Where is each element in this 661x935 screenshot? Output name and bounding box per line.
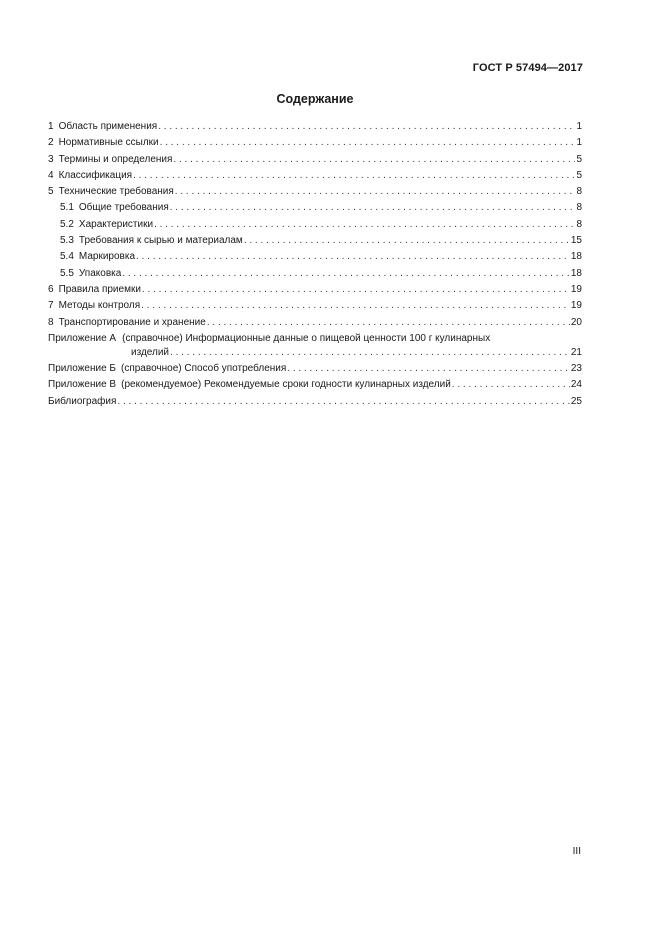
toc-entry-6[interactable] xyxy=(48,282,582,298)
dot-leader xyxy=(244,233,570,249)
dot-leader xyxy=(142,282,570,298)
toc-entry-number: 2 xyxy=(48,137,54,149)
toc-entry-label: Общие требования xyxy=(78,202,169,214)
dot-leader xyxy=(170,200,576,216)
toc-entry-page: 18 xyxy=(570,251,582,263)
dot-leader xyxy=(287,361,570,377)
toc-entry-label: Классификация xyxy=(58,169,133,181)
toc-entry-page: 1 xyxy=(576,137,582,149)
toc-bibliography[interactable] xyxy=(48,394,582,410)
toc-entry-number: 5.4 xyxy=(60,251,74,263)
toc-entry-7[interactable] xyxy=(48,298,582,314)
toc-entry-number: 5.3 xyxy=(60,235,74,247)
toc-entry-label: Нормативные ссылки xyxy=(58,137,159,149)
toc-entry-page: 20 xyxy=(570,316,582,328)
appendix-a-prefix: Приложение А xyxy=(48,332,117,344)
appendix-c-title: (рекомендуемое) Рекомендуемые сроки годности кулинарных изделий xyxy=(121,379,451,391)
appendix-b-prefix: Приложение Б xyxy=(48,363,116,375)
table-of-contents xyxy=(48,119,582,410)
toc-entry-number: 5.5 xyxy=(60,267,74,279)
toc-entry-number: 4 xyxy=(48,169,54,181)
appendix-a-title-line1: (справочное) Информационные данные о пищевой ценности 100 г кулинарных xyxy=(122,332,491,344)
bibliography-label: Библиография xyxy=(48,395,117,407)
toc-entry-page: 8 xyxy=(576,202,582,214)
dot-leader xyxy=(160,135,576,151)
toc-entry-1[interactable] xyxy=(48,119,582,135)
toc-entry-label: Требования к сырью и материалам xyxy=(78,235,243,247)
appendix-a-title-line2: изделий xyxy=(131,346,170,358)
toc-entry-page: 8 xyxy=(576,218,582,230)
toc-entry-5-2[interactable] xyxy=(48,217,582,233)
dot-leader xyxy=(117,394,569,410)
dot-leader xyxy=(154,217,575,233)
toc-entry-label: Характеристики xyxy=(78,218,154,230)
toc-entry-label: Область применения xyxy=(58,121,158,132)
toc-entry-page: 15 xyxy=(570,235,582,247)
toc-title: Содержание xyxy=(276,92,354,106)
toc-entry-4[interactable] xyxy=(48,168,582,184)
dot-leader xyxy=(136,249,570,265)
dot-leader xyxy=(141,298,570,314)
toc-entry-page: 18 xyxy=(570,267,582,279)
toc-appendix-a[interactable] xyxy=(48,331,582,361)
toc-entry-number: 8 xyxy=(48,316,54,328)
appendix-a-second-line xyxy=(48,345,582,361)
toc-entry-5-3[interactable] xyxy=(48,233,582,249)
toc-entry-number: 5.2 xyxy=(60,218,74,230)
toc-entry-page: 19 xyxy=(570,300,582,312)
toc-entry-number: 3 xyxy=(48,153,54,165)
toc-entry-page: 1 xyxy=(576,121,582,132)
dot-leader xyxy=(122,266,570,282)
toc-entry-label: Правила приемки xyxy=(58,283,141,295)
dot-leader xyxy=(173,152,575,168)
toc-entry-3[interactable] xyxy=(48,152,582,168)
toc-entry-5-1[interactable] xyxy=(48,200,582,216)
toc-entry-number: 6 xyxy=(48,283,54,295)
toc-entry-page: 25 xyxy=(570,395,582,407)
toc-entry-number: 5 xyxy=(48,186,54,198)
document-code: ГОСТ Р 57494—2017 xyxy=(472,62,583,74)
appendix-b-title: (справочное) Способ употребления xyxy=(121,363,287,375)
toc-entry-page: 21 xyxy=(570,346,582,358)
toc-appendix-c[interactable] xyxy=(48,377,582,393)
dot-leader xyxy=(207,315,570,331)
toc-entry-label: Технические требования xyxy=(58,186,174,198)
toc-entry-2[interactable] xyxy=(48,135,582,151)
page-number: III xyxy=(572,846,581,857)
toc-entry-5[interactable] xyxy=(48,184,582,200)
dot-leader xyxy=(133,168,575,184)
dot-leader xyxy=(158,119,575,135)
toc-entry-number: 7 xyxy=(48,300,54,312)
dot-leader xyxy=(175,184,576,200)
toc-entry-8[interactable] xyxy=(48,315,582,331)
toc-entry-page: 8 xyxy=(576,186,582,198)
toc-entry-number: 5.1 xyxy=(60,202,74,214)
toc-entry-page: 5 xyxy=(576,153,582,165)
dot-leader xyxy=(170,345,570,361)
toc-entry-label: Маркировка xyxy=(78,251,136,263)
toc-entry-label: Термины и определения xyxy=(58,153,173,165)
toc-entry-label: Методы контроля xyxy=(58,300,141,312)
toc-entry-page: 24 xyxy=(570,379,582,391)
dot-leader xyxy=(452,377,570,393)
toc-appendix-b[interactable] xyxy=(48,361,582,377)
toc-entry-5-5[interactable] xyxy=(48,266,582,282)
toc-entry-number: 1 xyxy=(48,121,54,132)
appendix-c-prefix: Приложение В xyxy=(48,379,117,391)
toc-entry-page: 19 xyxy=(570,283,582,295)
toc-entry-5-4[interactable] xyxy=(48,249,582,265)
toc-entry-page: 23 xyxy=(570,363,582,375)
toc-entry-label: Упаковка xyxy=(78,267,122,279)
toc-entry-page: 5 xyxy=(576,169,582,181)
toc-entry-label: Транспортирование и хранение xyxy=(58,316,206,328)
appendix-a-first-line xyxy=(48,331,582,345)
